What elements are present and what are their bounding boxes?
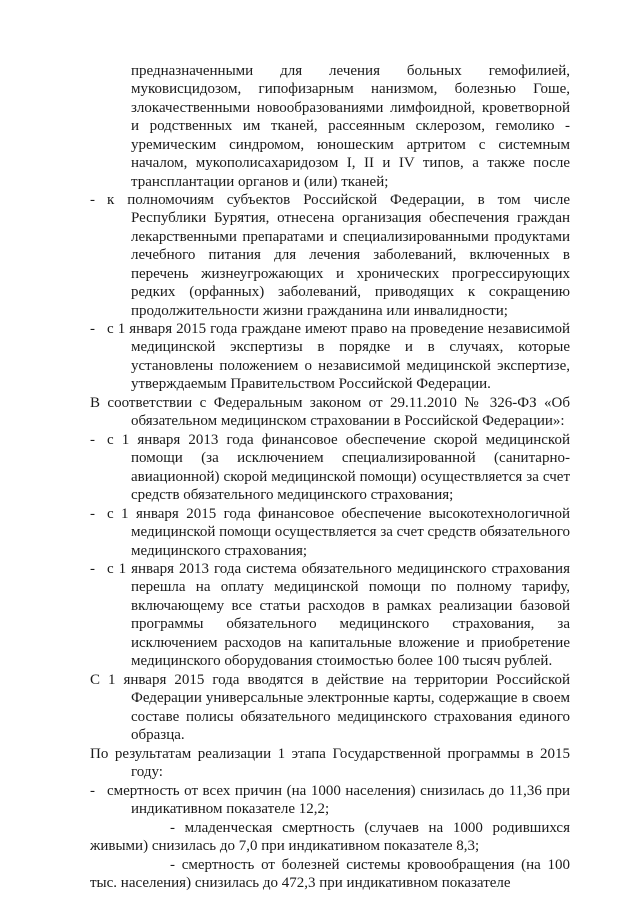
bullet-dash: -: [90, 506, 95, 522]
bullet-text: с 1 января 2013 года система обязательного медицинского страхования перешла на оплату медицинской помощи по полному тарифу, включающему все статьи расходов в рамках реализации базовой программы обязательного медицинского страхования, за исключением расходов на капитальные вложение и приобретение медицинского оборудования стоимостью более 100 тысяч рублей.: [107, 561, 570, 670]
bullet-item-high-tech-care: [90, 505, 570, 560]
sub-item-infant-mortality: - младенческая смертность (случаев на 1000 родившихся живыми) снизилась до 7,0 при индикативном показателе 8,3;: [90, 820, 570, 855]
paragraph-electronic-cards: С 1 января 2015 года вводятся в действие на территории Российской Федерации универсальные электронные карты, содержащие в своем составе полисы обязательного медицинского страхования единого образца.: [90, 672, 570, 744]
paragraph-program-results: По результатам реализации 1 этапа Государственной программы в 2015 году:: [90, 746, 570, 781]
bullet-dash: -: [90, 432, 95, 448]
bullet-dash: -: [90, 783, 95, 799]
bullet-item-ambulance-funding: [90, 431, 570, 505]
bullet-text: смертность от всех причин (на 1000 населения) снизилась до 11,36 при индикативном показателе 12,2;: [107, 783, 570, 818]
bullet-item-full-tariff: [90, 560, 570, 671]
bullet-text: к полномочиям субъектов Российской Федерации, в том числе Республики Бурятия, отнесена организация обеспечения граждан лекарственными препаратами и специализированными продуктами лечебного питания для лечения заболеваний, включенных в перечень жизнеугрожающих и хронических прогрессирующих редких (орфанных) заболеваний, приводящих к сокращению продолжительности жизни гражданина или инвалидности;: [107, 192, 570, 319]
bullet-dash: -: [90, 561, 95, 577]
bullet-dash: -: [90, 192, 95, 208]
bullet-text: с 1 января 2015 года финансовое обеспечение высокотехнологичной медицинской помощи осуществляется за счет средств обязательного медицинского страхования;: [107, 506, 571, 559]
bullet-dash: -: [90, 321, 95, 337]
paragraph-federal-law: В соответствии с Федеральным законом от 29.11.2010 № 326-ФЗ «Об обязательном медицинском страховании в Российской Федерации»:: [90, 395, 570, 430]
bullet-item-independent-expertise: [90, 320, 570, 394]
continued-list-item: предназначенными для лечения больных гемофилией, муковисцидозом, гипофизарным нанизмом, болезнью Гоше, злокачественными новообразованиями лимфоидной, кроветворной и родственных им тканей, рассеянным склерозом, гемолико - уремическим синдромом, юношеским артритом с системным началом, мукополисахаридозом I, II и IV типов, а также после трансплантации органов и (или) тканей;: [131, 63, 570, 190]
bullet-text: с 1 января 2013 года финансовое обеспечение скорой медицинской помощи (за исключением специализированной (санитарно-авиационной) скорой медицинской помощи) осуществляется за счет средств обязательного медицинского страхования;: [107, 432, 570, 504]
bullet-item-regional-powers: [90, 191, 570, 320]
bullet-item-mortality: [90, 782, 570, 819]
bullet-text: с 1 января 2015 года граждане имеют право на проведение независимой медицинской экспертизы в порядке и в случаях, которые установлены положением о независимой медицинской экспертизе, утверждаемым Правительством Российской Федерации.: [107, 321, 570, 393]
sub-item-circulatory-mortality: - смертность от болезней системы кровообращения (на 100 тыс. населения) снизилась до 472,3 при индикативном показателе: [90, 857, 570, 892]
